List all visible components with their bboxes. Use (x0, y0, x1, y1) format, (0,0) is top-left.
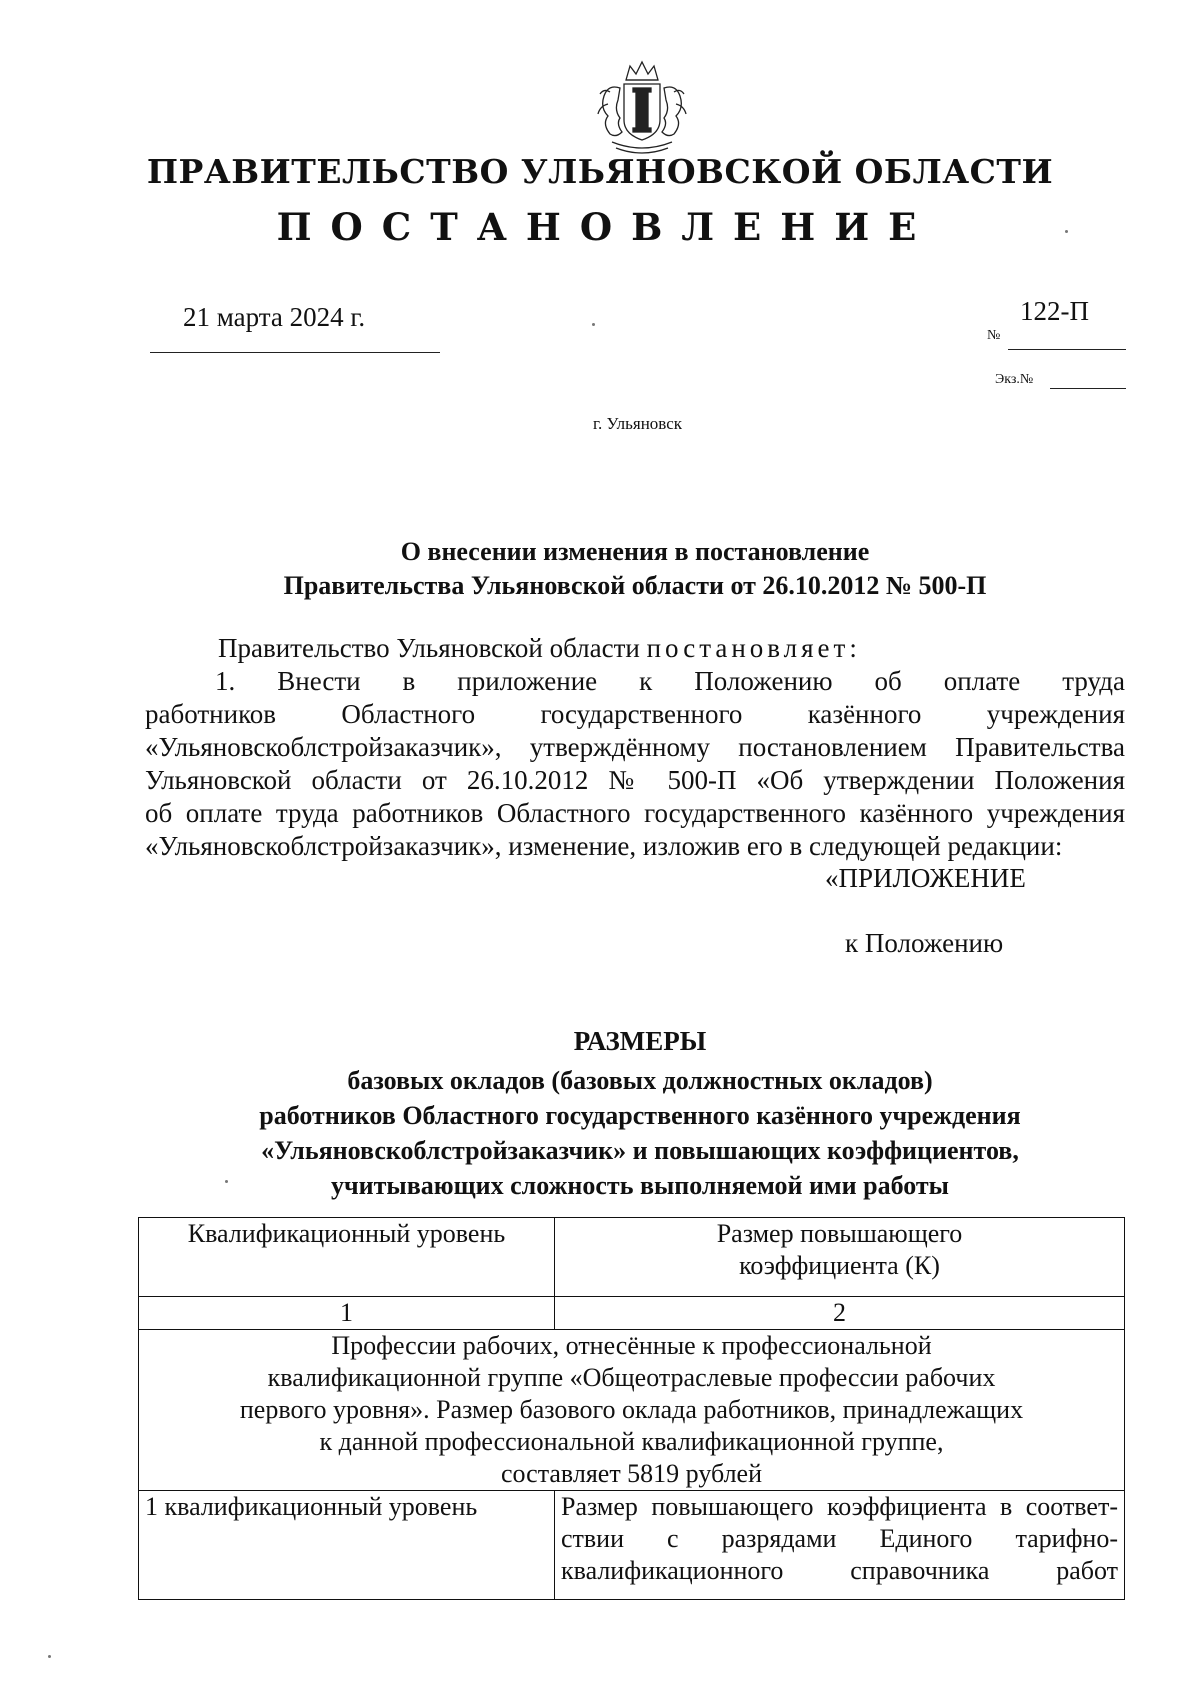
sizes-subtitle-line: «Ульяновскоблстройзаказчик» и повышающих коэффициентов, (261, 1136, 1019, 1165)
col1-number: 1 (139, 1297, 555, 1330)
intro-verb: постановляет: (646, 633, 861, 663)
number-label: № (987, 328, 1001, 343)
resolution-body (145, 632, 1125, 863)
group-description (139, 1330, 1125, 1491)
document-number: 122-П (1020, 296, 1089, 326)
copy-number-label: Экз.№ (995, 372, 1034, 387)
item1-line: «Ульяновскоблстройзаказчик», утверждённому постановлением Правительства (145, 732, 1125, 762)
item1-line: об оплате труда работников Областного государственного казённого учреждения (145, 798, 1125, 828)
appendix-sublabel: к Положению (845, 928, 1004, 958)
group-line: к данной профессиональной квалификационной группе, (319, 1427, 944, 1456)
sizes-title: РАЗМЕРЫ (573, 1026, 707, 1056)
scan-speck (48, 1655, 51, 1658)
coefficient-cell (555, 1491, 1125, 1600)
sizes-subtitle-line: работников Областного государственного казённого учреждения (259, 1101, 1021, 1130)
scan-speck (1065, 230, 1068, 233)
item1-line: «Ульяновскоблстройзаказчик», изменение, изложив его в следующей редакции: (145, 831, 1063, 861)
date-underline (150, 352, 440, 353)
item1-line: Ульяновской области от 26.10.2012 № 500-П «Об утверждении Положения (145, 765, 1125, 795)
subject-line-2: Правительства Ульяновской области от 26.10.2012 № 500-П (283, 571, 987, 600)
coat-of-arms-emblem (590, 58, 694, 156)
intro-prefix: Правительство Ульяновской области (218, 633, 640, 663)
scan-speck (225, 1180, 228, 1183)
table-number-row (139, 1297, 1125, 1330)
table-group-row (139, 1330, 1125, 1491)
col2-header: Размер повышающего коэффициента (К) (555, 1218, 1125, 1297)
coefficient-line: квалификационного справочника работ (561, 1556, 1118, 1585)
document-date: 21 марта 2024 г. (183, 302, 366, 332)
appendix-label: «ПРИЛОЖЕНИЕ (825, 863, 1026, 893)
group-line: квалификационной группе «Общеотраслевые профессии рабочих (267, 1363, 996, 1392)
col2-number: 2 (555, 1297, 1125, 1330)
group-line: составляет 5819 рублей (500, 1459, 763, 1488)
item1-line: 1. Внести в приложение к Положению об оплате труда (215, 666, 1125, 696)
coefficient-line: ствии с разрядами Единого тарифно- (561, 1524, 1118, 1553)
organization-name: ПРАВИТЕЛЬСТВО УЛЬЯНОВСКОЙ ОБЛАСТИ (146, 152, 1054, 191)
group-line: первого уровня». Размер базового оклада работников, принадлежащих (239, 1395, 1024, 1424)
sizes-subtitle-line: базовых окладов (базовых должностных окладов) (347, 1066, 933, 1095)
intro-line (145, 632, 1125, 665)
city: г. Ульяновск (592, 414, 683, 433)
sizes-subtitle (0, 1063, 1200, 1203)
col1-header: Квалификационный уровень (139, 1218, 555, 1297)
item1-line: работников Областного государственного казённого учреждения (145, 699, 1125, 729)
document-type: ПОСТАНОВЛЕНИЕ (276, 205, 936, 249)
copy-number-underline (1050, 388, 1126, 389)
scan-speck (592, 323, 595, 326)
document-subject (0, 535, 1200, 603)
group-line: Профессии рабочих, отнесённые к профессиональной (331, 1331, 932, 1360)
table-row (139, 1491, 1125, 1600)
number-underline (1008, 349, 1126, 350)
sizes-subtitle-line: учитывающих сложность выполняемой ими работы (331, 1171, 949, 1200)
level-cell: 1 квалификационный уровень (139, 1491, 555, 1600)
table-header-row (139, 1218, 1125, 1297)
subject-line-1: О внесении изменения в постановление (400, 537, 870, 566)
salary-table (138, 1217, 1125, 1600)
coefficient-line: Размер повышающего коэффициента в соответ- (561, 1492, 1118, 1521)
